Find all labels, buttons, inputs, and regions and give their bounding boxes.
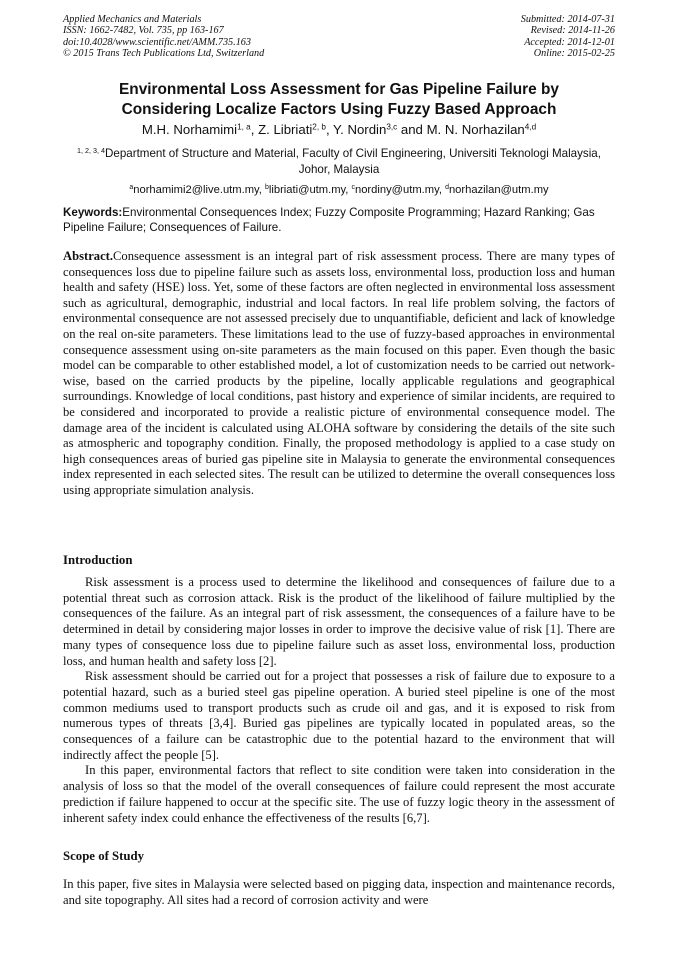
revised-date: Revised: 2014-11-26 <box>530 25 615 37</box>
intro-paragraph-3: In this paper, environmental factors that reflect to site condition were taken into consideration in the analysis of loss so that the model of the overall consequences of failure could represent the most accurate prediction if failure happened to occur at the specific site. The use of fuzzy logic theory in the assessment of inherent safety index could enhance the effectiveness of the results [6,7]. <box>63 763 615 825</box>
online-date: Online: 2015-02-25 <box>533 48 615 60</box>
author-4: M. N. Norhazilan <box>426 122 525 137</box>
paper-title <box>40 80 638 120</box>
publication-dates <box>521 14 615 60</box>
author-2: Z. Libriati <box>258 122 313 137</box>
scope-heading: Scope of Study <box>63 849 145 863</box>
author-1-sup: 1, a <box>237 122 251 132</box>
title-line-1: Environmental Loss Assessment for Gas Pipeline Failure by <box>119 81 559 98</box>
intro-paragraph-2: Risk assessment should be carried out for a project that possesses a risk of failure due to exposure to a potential hazard, such as a buried steel gas pipeline operation. A buried steel pipeline is one of the most common mediums used to transport products such as crude oil and gas, and it is exposed to risk from numerous types of threats [3,4]. Buried gas pipelines are typically located in populated areas, so the consequences of a failure can be catastrophic due to the potential hazard to the environment that will indirectly affect the people [5]. <box>63 669 615 762</box>
introduction-heading: Introduction <box>63 553 133 567</box>
author-4-sup: 4,d <box>524 122 537 132</box>
author-2-sup: 2, b <box>312 122 326 132</box>
title-line-2: Considering Localize Factors Using Fuzzy Based Approach <box>121 101 557 118</box>
email-b[interactable]: libriati@utm.my <box>268 184 346 196</box>
keywords-label: Keywords: <box>63 206 123 219</box>
accepted-date: Accepted: 2014-12-01 <box>524 36 615 48</box>
scope-paragraph-1: In this paper, five sites in Malaysia were selected based on pigging data, inspection and maintenance records, and site topography. All sites had a record of corrosion activity and were <box>63 877 615 907</box>
abstract-label: Abstract. <box>63 249 114 263</box>
author-3: Y. Nordin <box>333 122 387 137</box>
author-and: and <box>397 122 427 137</box>
journal-name: Applied Mechanics and Materials <box>63 14 202 25</box>
author-list: M.H. Norhamimi$^{1, a}$, Z. Libriati$^{2, b}$, Y. Nordin$^{3,c}$ and M. N. Norhazilan$^{4,d}$ <box>141 122 537 137</box>
affiliation-text: Department of Structure and Material, Faculty of Civil Engineering, Universiti Teknologi Malaysia, Johor, Malaysia <box>105 147 601 176</box>
author-1: M.H. Norhamimi <box>141 122 238 137</box>
copyright: © 2015 Trans Tech Publications Ltd, Switzerland <box>63 48 265 60</box>
issn-volume: ISSN: 1662-7482, Vol. 735, pp 163-167 <box>63 25 224 37</box>
doi-link[interactable]: doi:10.4028/www.scientific.net/AMM.735.163 <box>63 36 251 48</box>
affiliation <box>60 146 618 177</box>
intro-paragraph-1: Risk assessment is a process used to determine the likelihood and consequences of failure due to a potential threat such as corrosion attack. Risk is the product of the likelihood of failure multiplied by the consequences of the failure. As an integral part of risk assessment, the consequences of a failure have to be determined in detail by considering major losses in order to improve the decisive value of risk [1]. There are many types of consequence loss due to pipeline failure such as asset loss, environmental loss, production loss, and human health and safety loss [2]. <box>63 575 615 668</box>
keywords-text: Environmental Consequences Index; Fuzzy Composite Programming; Hazard Ranking; Gas Pipeline Failure; Consequences of Failure. <box>63 206 595 235</box>
author-3-sup: 3,c <box>386 122 398 132</box>
email-a[interactable]: norhamimi2@live.utm.my <box>133 184 259 196</box>
scope-body <box>63 877 615 908</box>
abstract-text: Consequence assessment is an integral part of risk assessment process. There are many types of consequences loss due to pipeline failure such as assets loss, environmental loss, production loss and human health and safety (HSE) loss. Yet, some of these factors are often neglected in environmental loss assessment such as agricultural, demographic, industrial and local factors. In real life problem solving, the factors of environmental consequence are not assessed precisely due to unquantifiable, deficient and lack of knowledge on the real on-site parameters. These limitations lead to the use of fuzzy-based approaches in environmental consequence assessment using on-site parameters as the main focused on this paper. Even though the basic model can be comparable to other established model, a lot of customization needs to be carried out network-wise, based on the carried products by the pipeline, locally applicable regulations and geographical surroundings. Knowledge of local conditions, past history and experience of similar incidents, are required to be considered and incorporated to provide a realistic picture of environmental consequence model. The damage area of the incident is calculated using ALOHA software by considering the details of the site such as atmospheric and topography condition. Finally, the proposed methodology is applied to a case study on high consequences areas of buried gas pipeline site in Malaysia to generate the environmental consequences index represented in each selected sites. The result can be utilized to determine the overall consequences loss using appropriate simulation analysis. <box>63 249 615 497</box>
affiliation-sup: 1, 2, 3, 4 <box>77 146 105 156</box>
author-emails: $^a$norhamimi2@live.utm.my, $^b$libriati@utm.my, $^c$nordiny@utm.my, $^d$norhazilan@utm.my <box>129 184 549 196</box>
email-c[interactable]: nordiny@utm.my <box>354 184 439 196</box>
email-d[interactable]: norhazilan@utm.my <box>448 184 549 196</box>
abstract <box>63 249 615 499</box>
journal-info <box>63 14 264 60</box>
introduction-body <box>63 575 615 826</box>
submitted-date: Submitted: 2014-07-31 <box>520 14 615 25</box>
keywords <box>63 205 615 236</box>
